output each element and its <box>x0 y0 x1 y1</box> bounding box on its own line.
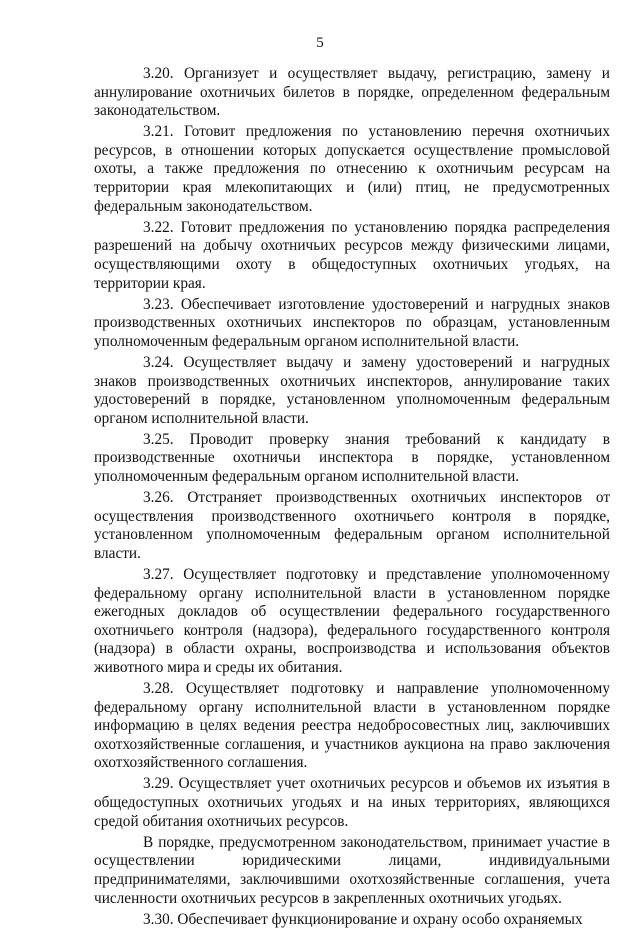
paragraph-3-26: 3.26. Отстраняет производственных охотничьих инспекторов от осуществления производственного охотничьего контроля в порядке, установленном уполномоченным федеральным органом исполнительной власти. <box>94 489 610 562</box>
paragraph-3-23: 3.23. Обеспечивает изготовление удостоверений и нагрудных знаков производственных охотничьих инспекторов по образцам, установленным уполномоченным федеральным органом исполнительной власти. <box>94 295 610 350</box>
paragraph-3-27: 3.27. Осуществляет подготовку и представление уполномоченному федеральному органу исполнительной власти в установленном порядке ежегодных докладов об осуществлении федерального государственного охотничьего контроля (надзора), федерального государственного контроля (надзора) в области охраны, воспроизводства и использования объектов животного мира и среды их обитания. <box>94 565 610 676</box>
document-body <box>94 65 610 929</box>
page-number: 5 <box>316 35 324 51</box>
paragraph-3-25: 3.25. Проводит проверку знания требований к кандидату в производственные охотничьи инспектора в порядке, установленном уполномоченным федеральным органом исполнительной власти. <box>94 430 610 485</box>
paragraph-3-28: 3.28. Осуществляет подготовку и направление уполномоченному федеральному органу исполнительной власти в установленном порядке информацию в целях ведения реестра недобросовестных лиц, заключивших охотхозяйственные соглашения, и участников аукциона на право заключения охотхозяйственного соглашения. <box>94 680 610 772</box>
paragraph-3-30: 3.30. Обеспечивает функционирование и охрану особо охраняемых <box>143 910 583 928</box>
paragraph-3-20: 3.20. Организует и осуществляет выдачу, регистрацию, замену и аннулирование охотничьих билетов в порядке, определенном федеральным законодательством. <box>94 65 610 120</box>
paragraph-3-24: 3.24. Осуществляет выдачу и замену удостоверений и нагрудных знаков производственных охотничьих инспекторов, аннулирование таких удостоверений в порядке, установленном уполномоченным федеральным органом исполнительной власти. <box>94 353 610 427</box>
paragraph-3-29-continued: В порядке, предусмотренном законодательством, принимает участие в осуществлении юридическими лицами, индивидуальными предпринимателями, заключившими охотхозяйственные соглашения, учета численности охотничьих ресурсов в закрепленных охотничьих угодьях. <box>94 833 610 907</box>
paragraph-3-21: 3.21. Готовит предложения по установлению перечня охотничьих ресурсов, в отношении которых допускается осуществление промысловой охоты, а также предложения по отнесению к охотничьим ресурсам на территории края млекопитающих и (или) птиц, не предусмотренных федеральным законодательством. <box>94 123 610 215</box>
paragraph-3-22: 3.22. Готовит предложения по установлению порядка распределения разрешений на добычу охотничьих ресурсов между физическими лицами, осуществляющими охоту в общедоступных охотничьих угодьях, на территории края. <box>94 218 610 292</box>
paragraph-3-29: 3.29. Осуществляет учет охотничьих ресурсов и объемов их изъятия в общедоступных охотничьих угодьях и на иных территориях, являющихся средой обитания охотничьих ресурсов. <box>94 775 610 830</box>
